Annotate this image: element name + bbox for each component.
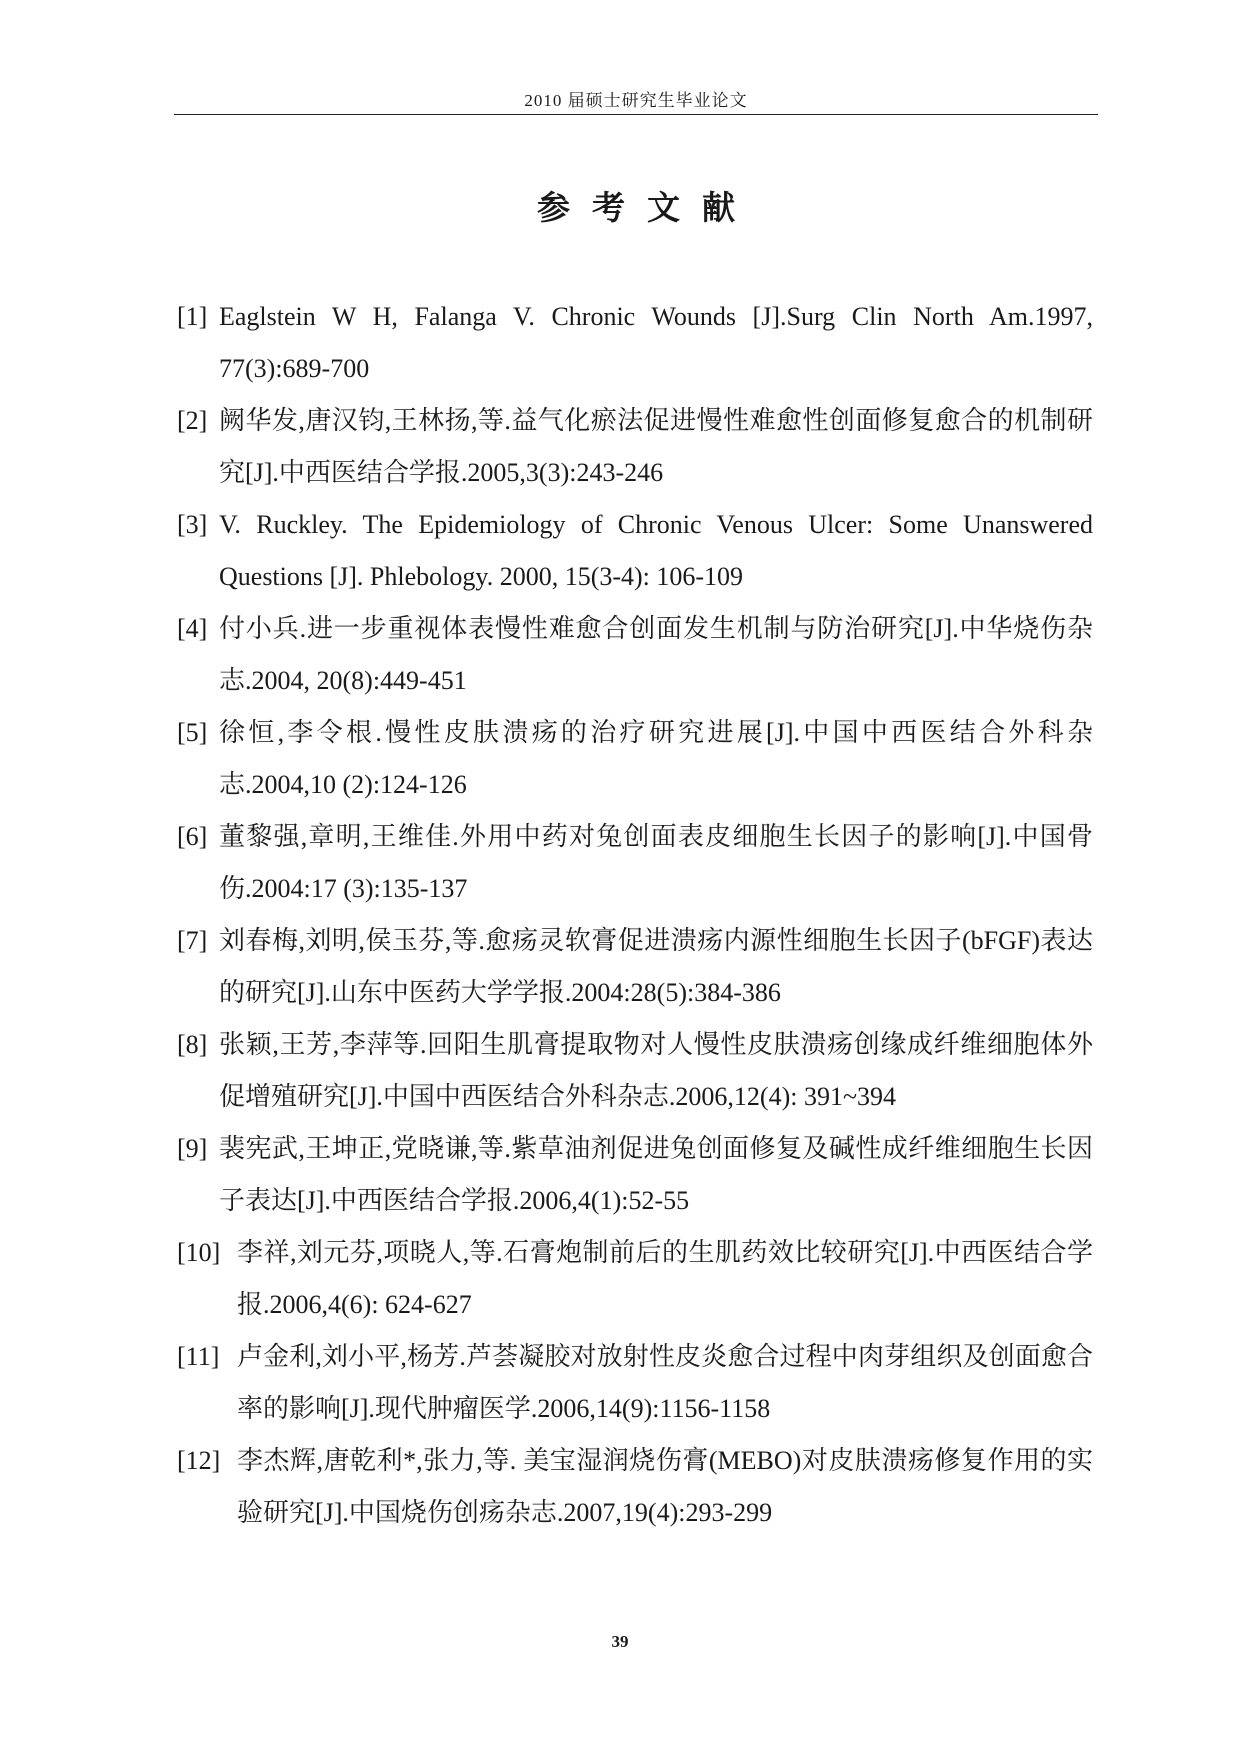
reference-text: 刘春梅,刘明,侯玉芬,等.愈疡灵软膏促进溃疡内源性细胞生长因子(bFGF)表达的研究[J].山东中医药大学学报.2004:28(5):384-386	[219, 926, 1093, 1007]
reference-text: 付小兵.进一步重视体表慢性难愈合创面发生机制与防治研究[J].中华烧伤杂志.2004, 20(8):449-451	[219, 614, 1093, 695]
reference-item	[177, 1331, 1093, 1435]
reference-number: [10]	[177, 1238, 221, 1267]
reference-text: 裴宪武,王坤正,党晓谦,等.紫草油剂促进兔创面修复及碱性成纤维细胞生长因子表达[J].中西医结合学报.2006,4(1):52-55	[219, 1134, 1093, 1215]
reference-item	[177, 1435, 1093, 1539]
reference-text: 阙华发,唐汉钧,王林扬,等.益气化瘀法促进慢性难愈性创面修复愈合的机制研究[J].中西医结合学报.2005,3(3):243-246	[219, 406, 1093, 487]
reference-text: 李祥,刘元芬,项晓人,等.石膏炮制前后的生肌药效比较研究[J].中西医结合学报.2006,4(6): 624-627	[237, 1238, 1093, 1319]
running-header: 2010 届硕士研究生毕业论文	[524, 91, 748, 110]
reference-item	[177, 1019, 1093, 1123]
reference-number: [3]	[177, 510, 208, 539]
reference-list	[177, 291, 1093, 1539]
page-number: 39	[611, 1632, 629, 1651]
reference-text: 徐恒,李令根.慢性皮肤溃疡的治疗研究进展[J].中国中西医结合外科杂志.2004,10 (2):124-126	[219, 718, 1093, 799]
reference-number: [6]	[177, 822, 208, 851]
reference-item	[177, 915, 1093, 1019]
reference-item	[177, 1227, 1093, 1331]
reference-number: [7]	[177, 926, 208, 955]
reference-item	[177, 395, 1093, 499]
header-rule	[174, 114, 1098, 115]
reference-text: Eaglstein W H, Falanga V. Chronic Wounds [J].Surg Clin North Am.1997, 77(3):689-700	[219, 302, 1093, 383]
reference-text: 董黎强,章明,王维佳.外用中药对兔创面表皮细胞生长因子的影响[J].中国骨伤.2004:17 (3):135-137	[219, 822, 1093, 903]
reference-number: [12]	[177, 1446, 221, 1475]
reference-item	[177, 499, 1093, 603]
reference-number: [5]	[177, 718, 208, 747]
reference-item	[177, 811, 1093, 915]
reference-number: [8]	[177, 1030, 208, 1059]
reference-text: V. Ruckley. The Epidemiology of Chronic Venous Ulcer: Some Unanswered Questions [J]. Phlebology. 2000, 15(3-4): 106-109	[219, 510, 1093, 591]
reference-number: [2]	[177, 406, 208, 435]
reference-number: [4]	[177, 614, 208, 643]
reference-item	[177, 707, 1093, 811]
reference-item	[177, 1123, 1093, 1227]
reference-item	[177, 291, 1093, 395]
reference-number: [1]	[177, 302, 208, 331]
reference-text: 卢金利,刘小平,杨芳.芦荟凝胶对放射性皮炎愈合过程中肉芽组织及创面愈合率的影响[J].现代肿瘤医学.2006,14(9):1156-1158	[237, 1342, 1093, 1423]
reference-item	[177, 603, 1093, 707]
reference-text: 李杰辉,唐乾利*,张力,等. 美宝湿润烧伤膏(MEBO)对皮肤溃疡修复作用的实验研究[J].中国烧伤创疡杂志.2007,19(4):293-299	[237, 1446, 1093, 1527]
page-title: 参考文献	[537, 191, 757, 227]
reference-text: 张颖,王芳,李萍等.回阳生肌膏提取物对人慢性皮肤溃疡创缘成纤维细胞体外促增殖研究[J].中国中西医结合外科杂志.2006,12(4): 391~394	[219, 1030, 1093, 1111]
reference-number: [11]	[177, 1342, 220, 1371]
reference-number: [9]	[177, 1134, 208, 1163]
